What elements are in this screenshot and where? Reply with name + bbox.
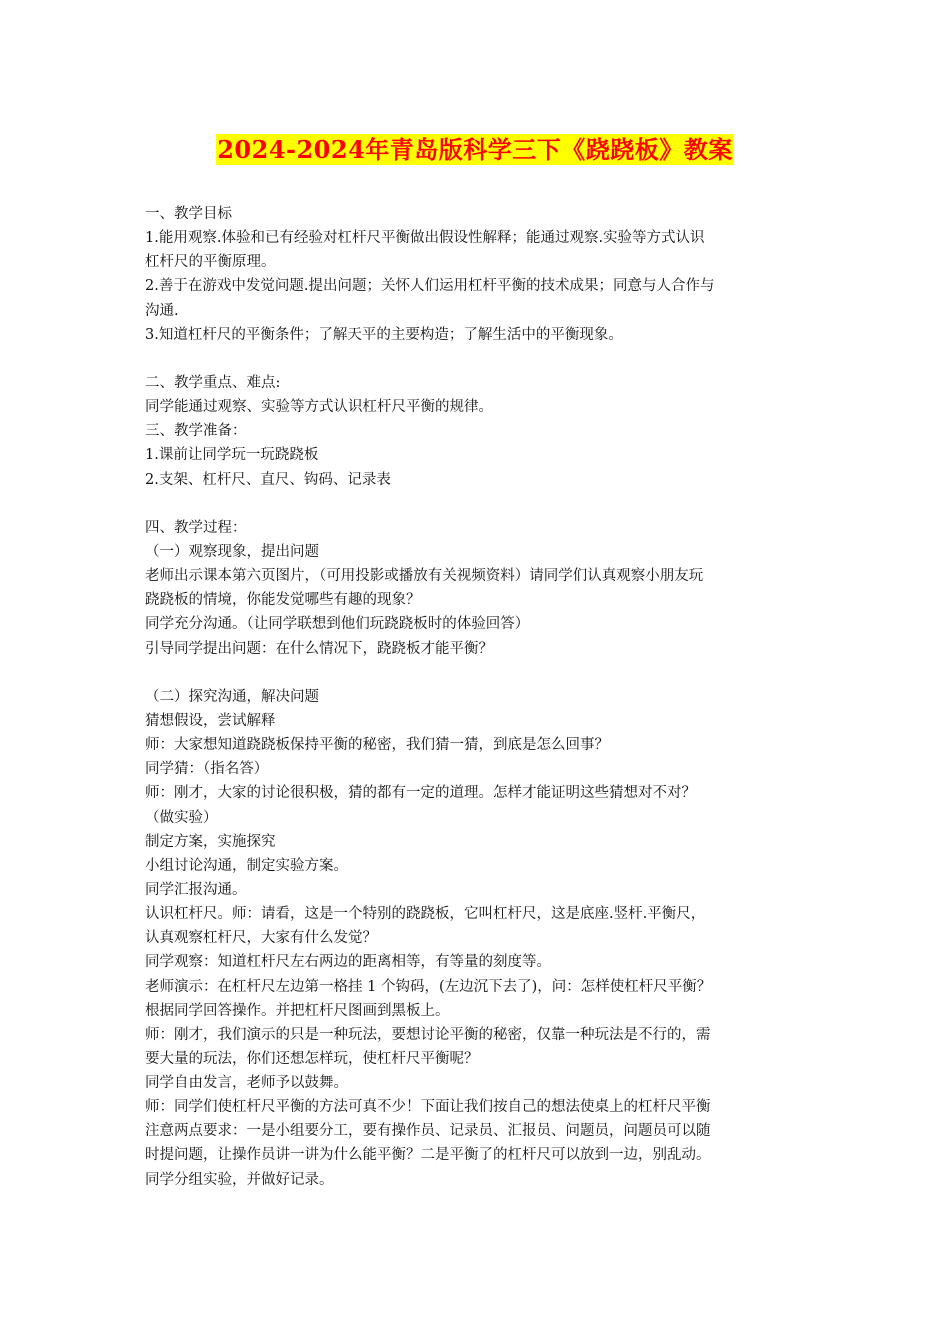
text-line: 1.课前让同学玩一玩跷跷板 [145,447,319,464]
text-line: 老师出示课本第六页图片，（可用投影或播放有关视频资料）请同学们认真观察小朋友玩 [145,568,704,585]
text-line: 同学观察：知道杠杆尺左右两边的距离相等，有等量的刻度等。 [145,954,551,971]
text-line: 同学自由发言，老师予以鼓舞。 [145,1075,348,1092]
text-line: 要大量的玩法，你们还想怎样玩，使杠杆尺平衡呢？ [145,1050,479,1067]
text-line: 师：刚才，我们演示的只是一种玩法，要想讨论平衡的秘密，仅靠一种玩法是不行的，需 [145,1026,711,1043]
text-line: 三、教学准备： [145,423,247,440]
text-line: 师：同学们使杠杆尺平衡的方法可真不少！下面让我们按自己的想法使桌上的杠杆尺平衡 [145,1099,711,1116]
text-line: 师：大家想知道跷跷板保持平衡的秘密，我们猜一猜，到底是怎么回事？ [145,737,609,754]
text-line: 杠杆尺的平衡原理。 [145,254,276,271]
text-line: （二）探究沟通，解决问题 [145,688,319,705]
text-line: 注意两点要求：一是小组要分工，要有操作员、记录员、汇报员、问题员，问题员可以随 [145,1123,711,1140]
text-line: 四、教学过程： [145,519,247,536]
text-line: 师：刚才，大家的讨论很积极，猜的都有一定的道理。怎样才能证明这些猜想对不对？ [145,785,696,802]
text-line: 认识杠杆尺。师：请看，这是一个特别的跷跷板，它叫杠杆尺，这是底座.竖杆.平衡尺， [145,906,706,923]
text-line: 引导同学提出问题：在什么情况下，跷跷板才能平衡？ [145,640,493,657]
text-line: 1.能用观察.体验和已有经验对杠杆尺平衡做出假设性解释；能通过观察.实验等方式认识 [145,230,705,247]
text-line: 制定方案，实施探究 [145,833,276,850]
text-line: 同学分组实验，并做好记录。 [145,1171,334,1188]
text-line: 2.善于在游戏中发觉问题.提出问题；关怀人们运用杠杆平衡的技术成果；同意与人合作与 [145,278,715,295]
document-body [145,202,817,1192]
text-line: 同学汇报沟通。 [145,881,247,898]
text-line: （做实验） [145,809,218,826]
text-line: （一）观察现象，提出问题 [145,543,319,560]
text-line: 跷跷板的情境，你能发觉哪些有趣的现象？ [145,592,421,609]
text-line: 同学猜：（指名答） [145,761,269,778]
blank-line [145,492,817,516]
title-container [0,134,950,165]
text-line: 一、教学目标 [145,206,232,222]
document-title: 2024-2024年青岛版科学三下《跷跷板》教案 [217,135,733,164]
text-line: 老师演示：在杠杆尺左边第一格挂 1 个钩码，(左边沉下去了)，问：怎样使杠杆尺平衡？ [145,978,712,995]
blank-line [145,661,817,685]
text-line: 二、教学重点、难点: [145,374,281,391]
text-line: 3.知道杠杆尺的平衡条件；了解天平的主要构造；了解生活中的平衡现象。 [145,326,623,343]
text-line: 同学充分沟通。（让同学联想到他们玩跷跷板时的体验回答） [145,616,530,633]
text-line: 根据同学回答操作。并把杠杆尺图画到黑板上。 [145,1002,450,1019]
text-line: 沟通. [145,302,179,319]
text-line: 同学能通过观察、实验等方式认识杠杆尺平衡的规律。 [145,399,493,416]
text-line: 2.支架、杠杆尺、直尺、钩码、记录表 [145,471,391,488]
text-line: 认真观察杠杆尺，大家有什么发觉？ [145,930,377,947]
text-line: 小组讨论沟通，制定实验方案。 [145,857,348,874]
text-line: 时提问题，让操作员讲一讲为什么能平衡？二是平衡了的杠杆尺可以放到一边，别乱动。 [145,1147,711,1164]
text-line: 猜想假设，尝试解释 [145,712,276,729]
blank-line [145,347,817,371]
